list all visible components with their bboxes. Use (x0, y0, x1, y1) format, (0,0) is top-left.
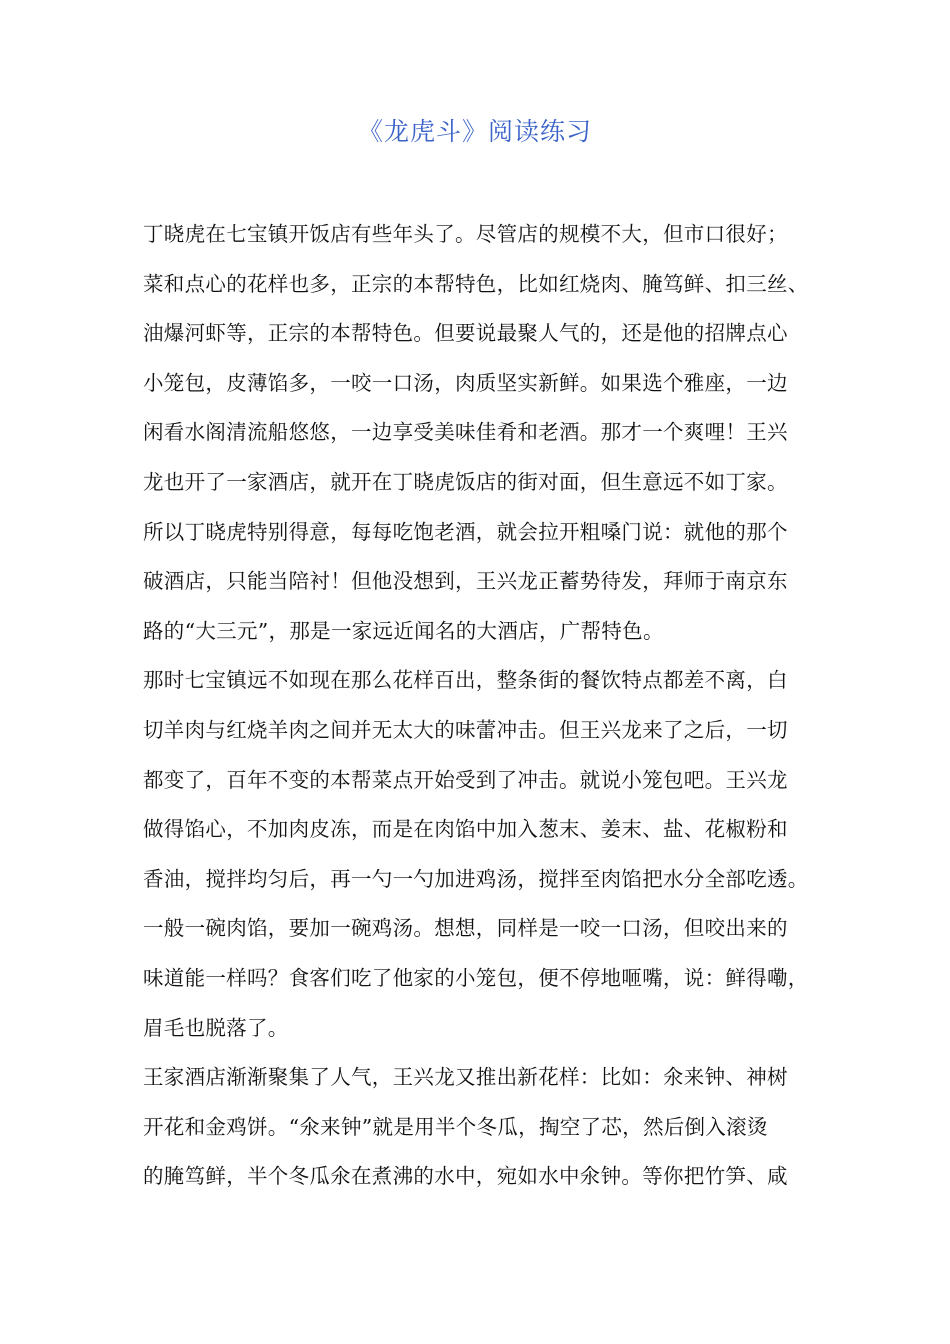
text-line: 小笼包，皮薄馅多，一咬一口汤，肉质坚实新鲜。如果选个雅座，一边 (143, 370, 788, 395)
text-line: 一般一碗肉馅，要加一碗鸡汤。想想，同样是一咬一口汤，但咬出来的 (143, 916, 788, 941)
text-line: 路的“大三元”，那是一家远近闻名的大酒店，广帮特色。 (143, 618, 664, 643)
text-line: 闲看水阁清流船悠悠，一边享受美味佳肴和老酒。那才一个爽哩！王兴 (143, 420, 788, 445)
text-line: 切羊肉与红烧羊肉之间并无太大的味蕾冲击。但王兴龙来了之后，一切 (143, 717, 788, 742)
text-line: 都变了，百年不变的本帮菜点开始受到了冲击。就说小笼包吧。王兴龙 (143, 767, 788, 792)
text-line: 的腌笃鲜，半个冬瓜氽在煮沸的水中，宛如水中氽钟。等你把竹笋、咸 (143, 1164, 788, 1189)
text-line: 破酒店，只能当陪衬！但他没想到，王兴龙正蓄势待发，拜师于南京东 (143, 569, 788, 594)
text-line: 眉毛也脱落了。 (143, 1015, 289, 1040)
text-line: 所以丁晓虎特别得意，每每吃饱老酒，就会拉开粗嗓门说：就他的那个 (143, 519, 788, 544)
text-line: 香油，搅拌均匀后，再一勺一勺加进鸡汤，搅拌至肉馅把水分全部吃透。 (143, 866, 809, 891)
text-line: 那时七宝镇远不如现在那么花样百出，整条街的餐饮特点都差不离，白 (143, 668, 788, 693)
text-line: 做得馅心，不加肉皮冻，而是在肉馅中加入葱末、姜末、盐、花椒粉和 (143, 817, 788, 842)
text-line: 开花和金鸡饼。“氽来钟”就是用半个冬瓜，掏空了芯，然后倒入滚烫 (143, 1114, 768, 1139)
document-title: 《龙虎斗》阅读练习 (357, 117, 592, 146)
text-line: 油爆河虾等，正宗的本帮特色。但要说最聚人气的，还是他的招牌点心 (143, 321, 788, 346)
text-line: 龙也开了一家酒店，就开在丁晓虎饭店的街对面，但生意远不如丁家。 (143, 469, 788, 494)
text-line: 菜和点心的花样也多，正宗的本帮特色，比如红烧肉、腌笃鲜、扣三丝、 (143, 271, 809, 296)
text-line: 丁晓虎在七宝镇开饭店有些年头了。尽管店的规模不大，但市口很好； (143, 222, 788, 246)
article-body (143, 214, 833, 1206)
text-line: 味道能一样吗？食客们吃了他家的小笼包，便不停地咂嘴，说：鲜得嘞， (143, 965, 809, 990)
text-line: 王家酒店渐渐聚集了人气，王兴龙又推出新花样：比如：氽来钟、神树 (143, 1065, 788, 1090)
